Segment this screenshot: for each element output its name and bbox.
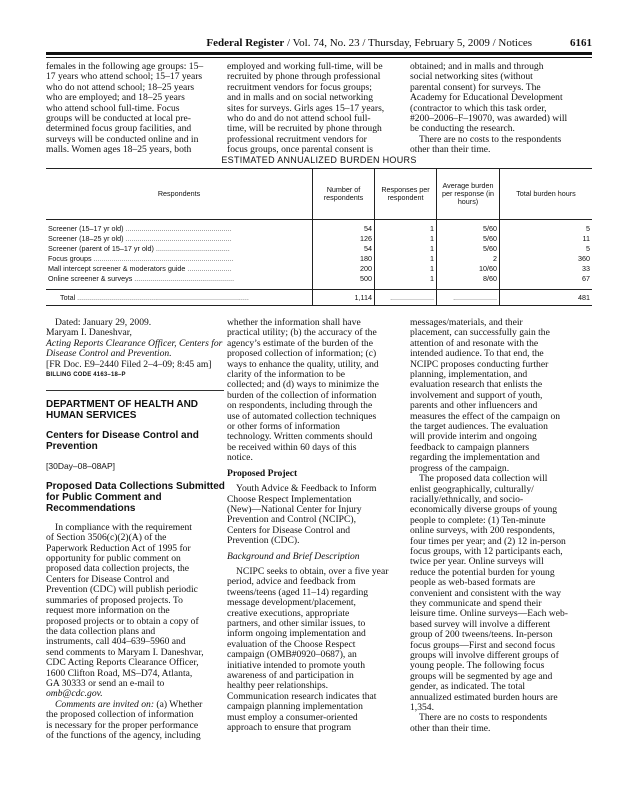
text-line: Prevention — [46, 441, 98, 453]
text-line: Proposed Data Collections Submitted — [46, 480, 225, 492]
value-cell: 126 — [313, 234, 375, 244]
text-block — [227, 62, 405, 156]
table-row — [46, 220, 592, 235]
text-line: initiative intended to promote youth — [227, 659, 366, 671]
running-header — [46, 37, 592, 51]
text-line: awareness of and participation in — [227, 670, 354, 681]
text-line: regarding the implementation and — [410, 452, 540, 464]
subsection-heading — [227, 552, 405, 562]
col-header-responses: Responses per respondent — [375, 169, 437, 220]
value-cell: 180 — [313, 254, 375, 264]
text-line: healthy peer relationships. — [227, 680, 328, 692]
text-line: notice. — [227, 452, 253, 464]
page-number: 6161 — [570, 37, 592, 49]
text-line: omb@cdc.gov. — [46, 688, 103, 700]
section-heading — [46, 399, 224, 421]
text-line: recruitment vendors for focus groups; — [227, 81, 372, 93]
text-line: Acting Reports Clearance Officer, Centers for — [46, 337, 223, 349]
text-line: evaluation research that enlists the — [410, 379, 543, 391]
text-line: groups will be segmented by age and — [410, 670, 553, 682]
text-line: NCIPC seeks to obtain, over a five year — [236, 565, 389, 577]
respondent-cell — [46, 244, 313, 254]
text-line: annualized estimated burden hours are — [410, 691, 558, 703]
text-line: of the functions of the agency, including — [46, 729, 201, 741]
text-line: The proposed data collection will — [419, 473, 548, 485]
text-line: gender, as indicated. The total — [410, 681, 526, 693]
text-line: other than their time. — [410, 722, 491, 734]
text-block — [410, 62, 588, 135]
text-line: inform ongoing implementation and — [227, 628, 366, 640]
text-line: use of automated collection techniques — [227, 410, 377, 422]
text-line: campaign planning implementation — [227, 701, 363, 713]
text-line: [30Day–08–08AP] — [46, 461, 115, 472]
publication-title — [206, 37, 532, 49]
text-line: attention of and resonate with the — [410, 337, 539, 349]
text-line: proposed data collection projects, the — [46, 563, 190, 575]
text-line: Prevention (CDC) will publish periodic — [46, 584, 198, 596]
text-line: young people. The following focus — [410, 660, 545, 672]
text-line: Prevention and Control (NCIPC), — [227, 514, 356, 526]
text-line: ways to enhance the quality, utility, and — [227, 358, 379, 370]
text-line: based survey will involve a different — [410, 618, 551, 630]
lead-in: Comments are invited on: — [55, 698, 155, 710]
text-line: focus groups, once parental consent is — [227, 144, 373, 156]
text-line: proposed projects or to obtain a copy of — [46, 615, 199, 627]
respondent-label: Online screener & surveys — [48, 274, 133, 284]
text-line: the proposed collection of information — [46, 709, 194, 721]
text-line: twice per year. Online surveys will — [410, 556, 544, 568]
respondent-cell — [46, 264, 313, 274]
text-line: collected; and (d) ways to minimize the — [227, 379, 379, 391]
text-line: Academy for Educational Development — [410, 92, 563, 104]
leader-dots: .................................................. — [132, 274, 235, 284]
total-label: Total — [60, 292, 76, 302]
text-line: parents and other influencers and — [410, 400, 538, 412]
text-block — [46, 523, 224, 690]
text-line: send comments to Maryam I. Daneshvar, — [46, 646, 204, 658]
text-line: HUMAN SERVICES — [46, 410, 137, 422]
total-row — [46, 290, 592, 306]
text-line: be conducting the research. — [410, 123, 515, 135]
respondent-label: Screener (18–25 yr old) — [48, 234, 124, 244]
text-line: There are no costs to the respondents — [419, 133, 562, 145]
text-line: 17 years who attend school; 15–17 years — [46, 71, 203, 83]
text-line: Prevention (CDC). — [227, 535, 300, 547]
value-cell: 200 — [313, 264, 375, 274]
bottom-column-1 — [46, 318, 224, 741]
text-line: period, advice and feedback from — [227, 576, 356, 588]
text-block — [46, 62, 224, 156]
text-line: sites for surveys. Girls ages 15–17 years, — [227, 102, 385, 114]
table-row — [46, 274, 592, 290]
text-line: focus groups—First and second focus — [410, 639, 555, 651]
text-line: planning, implementation, and — [410, 369, 528, 381]
respondent-cell — [46, 274, 313, 290]
respondent-label: Screener (15–17 yr old) — [48, 224, 124, 234]
value-cell: 1 — [375, 264, 437, 274]
text-line: who are employed; and 18–25 years — [46, 92, 185, 104]
header-rule — [46, 52, 592, 55]
text-block — [227, 567, 405, 734]
text-block — [46, 700, 224, 742]
text-block — [46, 370, 224, 380]
text-line: #200–2006–F–19070, was awarded) will — [410, 113, 568, 125]
text-line: Paperwork Reduction Act of 1995 for — [46, 542, 191, 554]
text-line: involvement and support of youth, — [410, 389, 543, 401]
total-value-cell: 1,114 — [313, 290, 375, 306]
text-block — [46, 461, 224, 471]
top-column-3 — [410, 62, 588, 156]
value-cell: 8/60 — [437, 274, 500, 290]
text-line: be received within 60 days of this — [227, 441, 357, 453]
text-line: DEPARTMENT OF HEALTH AND — [46, 399, 199, 411]
respondent-cell — [46, 254, 313, 264]
text-line: Centers for Disease Control and — [46, 573, 170, 585]
text-line: social networking sites (without — [410, 71, 533, 83]
leader-dots: ...................... — [185, 264, 232, 274]
text-line: CDC Acting Reports Clearance Officer, — [46, 657, 199, 669]
value-cell: 5/60 — [437, 220, 500, 235]
text-line: Dated: January 29, 2009. — [55, 317, 152, 328]
text-line: on respondents, including through the — [227, 400, 373, 412]
text-line: time, will be recruited by phone through — [227, 123, 382, 135]
text-line: Choose Respect Implementation — [227, 493, 352, 505]
value-cell: 10/60 — [437, 264, 500, 274]
col-header-number: Number of respondents — [313, 169, 375, 220]
col-header-average: Average burden per response (in hours) — [437, 169, 500, 220]
text-line: GA 30333 or send an e-mail to — [46, 677, 165, 689]
col-header-total: Total burden hours — [500, 169, 593, 220]
leader-dots: ...................... — [390, 292, 434, 302]
text-line: clarity of the information to be — [227, 369, 346, 381]
text-line: (New)—National Center for Injury — [227, 503, 362, 515]
col-header-respondents: Respondents — [46, 169, 313, 220]
bottom-column-3 — [410, 318, 588, 734]
leader-dots: ...................................................................................... — [75, 292, 249, 302]
text-line: evaluation of the Choose Respect — [227, 638, 356, 650]
text-line: request more information on the — [46, 605, 170, 617]
value-cell: 54 — [313, 244, 375, 254]
text-line: [FR Doc. E9–2440 Filed 2–4–09; 8:45 am] — [46, 358, 212, 370]
value-cell: 5 — [500, 244, 593, 254]
text-line: reduce the potential burden for young — [410, 566, 555, 578]
leader-dots: ..................................................... — [123, 234, 232, 244]
text-line: people to complete: (1) Ten-minute — [410, 514, 546, 526]
total-label-cell — [46, 290, 313, 306]
text-line: proposed collection of information; (c) — [227, 348, 377, 360]
section-heading — [46, 481, 224, 514]
bottom-column-2 — [227, 318, 405, 733]
text-line: convenient and consistent with the way — [410, 587, 562, 599]
text-line: NCIPC proposes conducting further — [410, 358, 549, 370]
text-line: obtained; and in malls and through — [410, 61, 544, 72]
text-line: practical utility; (b) the accuracy of the — [227, 327, 377, 339]
value-cell: 5/60 — [437, 234, 500, 244]
table-row — [46, 264, 592, 274]
text-line: recruited by phone through professional — [227, 71, 381, 83]
table-row — [46, 234, 592, 244]
leader-dots: ..................................... — [153, 244, 230, 254]
text-line: enlist geographically, culturally/ — [410, 483, 534, 495]
text-line: groups will involve different groups of — [410, 650, 559, 661]
text-line: measures the effect of the campaign on — [410, 410, 561, 422]
leader-dots: ...................................................................... — [91, 254, 234, 264]
text-line: BILLING CODE 4163–18–P — [46, 372, 126, 379]
section-divider — [46, 390, 224, 391]
respondent-label: Screener (parent of 15–17 yr old) — [48, 244, 154, 254]
leader-dots: ..................................................... — [123, 224, 232, 234]
table-row — [46, 254, 592, 264]
text-line: will provide interim and ongoing — [410, 431, 537, 443]
text-line: parental consent) for surveys. The — [410, 81, 541, 93]
text-block — [227, 318, 405, 464]
text-line: Recommendations — [46, 502, 136, 514]
text-line: the data collection plans and — [46, 625, 156, 637]
text-line: 1600 Clifton Road, MS–D74, Atlanta, — [46, 667, 193, 679]
text-line: burden of the collection of information — [227, 389, 377, 401]
text-line: Background and Brief Description — [227, 550, 360, 562]
text-block — [410, 318, 588, 474]
text-line: Centers for Disease Control and — [46, 430, 199, 442]
text-line: Youth Advice & Feedback to Inform — [236, 483, 377, 495]
subsection-heading — [227, 469, 405, 479]
text-line: who attend school full-time. Focus — [46, 102, 180, 114]
text-line: is necessary for the proper performance — [46, 719, 199, 731]
text-line: Communication research indicates that — [227, 690, 377, 702]
text-line: surveys will be conducted online and in — [46, 133, 199, 145]
text-line: (contractor to which this task order, — [410, 102, 547, 114]
value-cell: 2 — [437, 254, 500, 264]
value-cell: 1 — [375, 254, 437, 264]
section-heading — [46, 430, 224, 452]
text-line: There are no costs to respondents — [419, 712, 548, 724]
text-line: campaign (OMB#0920–0687), an — [227, 649, 357, 661]
value-cell: 67 — [500, 274, 593, 290]
respondent-label: Mall intercept screener & moderators guide — [48, 264, 186, 274]
text-run: (a) Whether — [154, 698, 203, 710]
value-cell: 5/60 — [437, 244, 500, 254]
value-cell: 33 — [500, 264, 593, 274]
text-line: group of 200 tweens/teens. In-person — [410, 629, 553, 641]
text-line: four times per year; and (2) 12 in-person — [410, 535, 566, 547]
table-row — [46, 244, 592, 254]
value-cell: 1 — [375, 244, 437, 254]
text-line: focus groups, with 12 participants each, — [410, 545, 563, 557]
text-block — [410, 135, 588, 156]
value-cell: 1 — [375, 220, 437, 235]
text-line: message development/placement, — [227, 597, 356, 609]
value-cell: 360 — [500, 254, 593, 264]
text-line: who do and do not attend school full- — [227, 113, 371, 125]
burden-hours-table — [46, 168, 592, 306]
leader-dots: ...................... — [453, 292, 497, 302]
top-column-2 — [227, 62, 405, 156]
text-line: must employ a consumer-oriented — [227, 711, 358, 723]
value-cell: 11 — [500, 234, 593, 244]
text-line: Centers for Disease Control and — [227, 524, 351, 536]
text-line: they communicate and spend their — [410, 597, 542, 609]
text-line: instruments, call 404–639–5960 and — [46, 636, 186, 648]
text-line: agency’s estimate of the burden of the — [227, 337, 373, 349]
header-rule-thin — [46, 57, 592, 58]
text-line: In compliance with the requirement — [55, 521, 192, 533]
text-line: creative executions, appropriate — [227, 607, 350, 619]
text-line: Disease Control and Prevention. — [46, 348, 172, 360]
value-cell: 5 — [500, 220, 593, 235]
publication-name: Federal Register — [206, 37, 285, 49]
text-line: online surveys, with 200 respondents, — [410, 525, 555, 537]
respondent-label: Focus groups — [48, 254, 92, 264]
text-line: females in the following age groups: 15– — [46, 61, 204, 72]
text-line: determined focus group facilities, and — [46, 123, 192, 135]
text-line: partners, and other similar issues, to — [227, 617, 366, 629]
text-line: whether the information shall have — [227, 317, 361, 328]
text-line: employed and working full-time, will be — [227, 61, 383, 72]
value-cell: 54 — [313, 220, 375, 235]
text-line: intended audience. To that end, the — [410, 348, 544, 360]
total-value-cell: 481 — [500, 290, 593, 306]
text-line: 1,354. — [410, 702, 434, 714]
text-line: or other forms of information — [227, 421, 340, 433]
respondent-cell — [46, 220, 313, 235]
text-block — [46, 339, 224, 360]
text-line: professional recruitment vendors for — [227, 133, 367, 145]
text-line: and in malls and on social networking — [227, 92, 374, 104]
text-line: other than their time. — [410, 144, 491, 156]
respondent-cell — [46, 234, 313, 244]
text-block — [46, 360, 224, 370]
text-line: feedback to campaign planners — [410, 441, 530, 453]
value-cell: 1 — [375, 274, 437, 290]
total-value-cell — [437, 290, 500, 306]
text-line: the target audiences. The evaluation — [410, 421, 548, 433]
value-cell: 500 — [313, 274, 375, 290]
issue-details: / Vol. 74, No. 23 / Thursday, February 5, 2009 / Notices — [284, 37, 532, 49]
text-line: groups will be conducted at local pre- — [46, 113, 191, 125]
value-cell: 1 — [375, 234, 437, 244]
text-line: technology. Written comments should — [227, 431, 373, 443]
text-block — [227, 484, 405, 546]
text-line: for Public Comment and — [46, 491, 162, 503]
text-line: economically diverse groups of young — [410, 504, 558, 516]
text-line: who do not attend school; 18–25 years — [46, 81, 195, 93]
text-line: approach to ensure that program — [227, 722, 352, 734]
text-line: placement, can successfully gain the — [410, 327, 550, 339]
text-line: messages/materials, and their — [410, 317, 523, 328]
text-line: malls. Women ages 18–25 years, both — [46, 144, 192, 156]
text-line: progress of the campaign. — [410, 462, 510, 474]
text-line: Proposed Project — [227, 467, 298, 479]
text-line: people as web-based formats are — [410, 577, 536, 589]
total-value-cell — [375, 290, 437, 306]
text-line: summaries of proposed projects. To — [46, 594, 183, 606]
text-block — [410, 474, 588, 713]
table-title: ESTIMATED ANNUALIZED BURDEN HOURS — [221, 155, 417, 165]
top-column-1 — [46, 62, 224, 156]
text-line: leisure time. Online surveys—Each web- — [410, 608, 568, 620]
text-line: Maryam I. Daneshvar, — [46, 327, 132, 339]
text-block — [410, 713, 588, 734]
text-line: of Section 3506(c)(2)(A) of the — [46, 532, 167, 544]
text-line: tweens/teens (aged 11–14) regarding — [227, 586, 369, 598]
text-line: opportunity for public comment on — [46, 553, 181, 565]
text-line: racially/ethnically, and socio- — [410, 493, 524, 505]
